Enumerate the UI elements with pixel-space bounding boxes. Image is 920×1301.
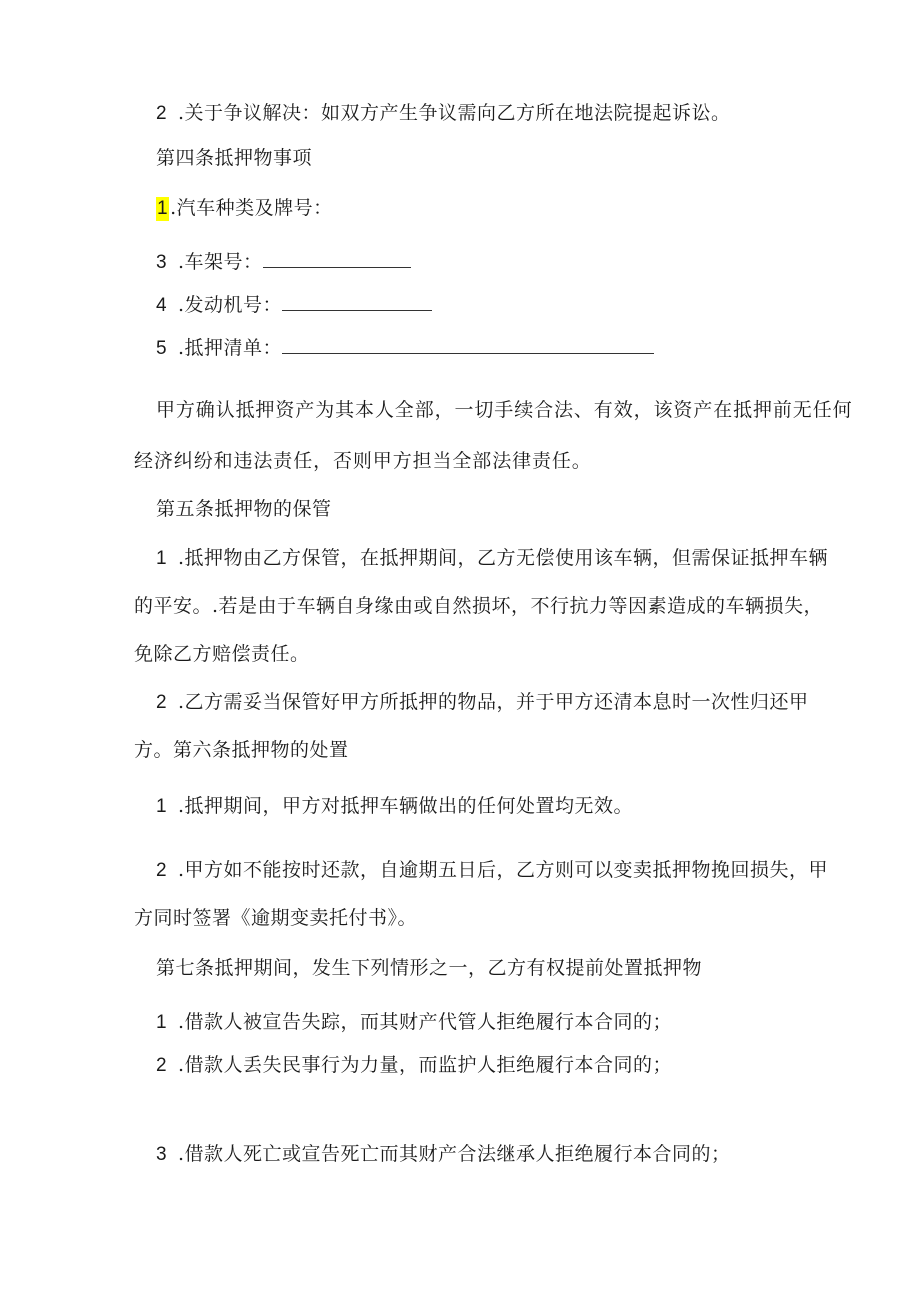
item-text: .关于争议解决：如双方产生争议需向乙方所在地法院提起诉讼。 xyxy=(178,102,731,124)
item-condition-2 xyxy=(134,1053,672,1078)
item-condition-1 xyxy=(134,1010,672,1035)
item-text: .抵押清单： xyxy=(178,337,283,359)
item-text: .借款人死亡或宣告死亡而其财产合法继承人拒绝履行本合同的； xyxy=(178,1143,731,1165)
item-text: .甲方如不能按时还款，自逾期五日后，乙方则可以变卖抵押物挽回损失，甲 xyxy=(178,859,829,881)
item-text: .抵押物由乙方保管，在抵押期间，乙方无偿使用该车辆，但需保证抵押车辆 xyxy=(178,547,829,569)
item-disposal-1 xyxy=(134,794,633,819)
paragraph-text: 甲方确认抵押资产为其本人全部，一切手续合法、有效，该资产在抵押前无任何 xyxy=(156,399,853,421)
item-text: .借款人被宣告失踪，而其财产代管人拒绝履行本合同的； xyxy=(178,1011,673,1033)
item-text: .车架号： xyxy=(178,251,263,273)
clause-dispute-resolution xyxy=(134,101,731,126)
highlighted-item-number: 1 xyxy=(157,198,169,219)
article-5-heading xyxy=(156,497,332,521)
item-disposal-2 xyxy=(134,858,828,883)
item-custody-1 xyxy=(134,546,828,571)
paragraph-line xyxy=(134,642,310,666)
item-text: .汽车种类及牌号： xyxy=(170,197,333,219)
article-4-heading xyxy=(156,146,312,170)
item-custody-2 xyxy=(134,690,809,715)
paragraph-text: 免除乙方赔偿责任。 xyxy=(134,643,310,665)
item-number: 1 xyxy=(156,548,168,569)
item-text: .乙方需妥当保管好甲方所抵押的物品，并于甲方还清本息时一次性归还甲 xyxy=(178,691,809,713)
item-number: 2 xyxy=(156,103,168,124)
heading-text: 第五条抵押物的保管 xyxy=(156,498,332,520)
item-text: .抵押期间，甲方对抵押车辆做出的任何处置均无效。 xyxy=(178,795,634,817)
item-number: 3 xyxy=(156,1144,168,1165)
item-number: 2 xyxy=(156,860,168,881)
item-engine-number xyxy=(134,293,432,318)
item-number: 5 xyxy=(156,338,168,359)
item-number: 1 xyxy=(156,796,168,817)
paragraph-line xyxy=(134,906,417,930)
paragraph-text: 方。第六条抵押物的处置 xyxy=(134,739,349,761)
item-mortgage-list xyxy=(134,336,654,361)
fill-in-blank xyxy=(263,251,411,268)
paragraph-line xyxy=(156,398,853,422)
paragraph-text: 经济纠纷和违法责任，否则甲方担当全部法律责任。 xyxy=(134,450,592,472)
item-text: .借款人丢失民事行为力量，而监护人拒绝履行本合同的； xyxy=(178,1054,673,1076)
paragraph-text: 方同时签署《逾期变卖托付书》。 xyxy=(134,907,418,929)
paragraph-text: 的平安。.若是由于车辆自身缘由或自然损坏，不行抗力等因素造成的车辆损失， xyxy=(134,595,824,617)
fill-in-blank xyxy=(282,294,432,311)
item-number: 3 xyxy=(156,252,168,273)
item-number: 2 xyxy=(156,1055,168,1076)
paragraph-line xyxy=(134,594,823,618)
item-frame-number xyxy=(134,250,411,275)
fill-in-blank xyxy=(282,337,654,354)
item-number: 2 xyxy=(156,692,168,713)
item-vehicle-type xyxy=(134,196,333,221)
item-text: .发动机号： xyxy=(178,294,283,316)
paragraph-line xyxy=(134,738,349,762)
heading-text: 第七条抵押期间，发生下列情形之一，乙方有权提前处置抵押物 xyxy=(156,957,703,979)
heading-text: 第四条抵押物事项 xyxy=(156,147,313,169)
item-number: 4 xyxy=(156,295,168,316)
item-condition-3 xyxy=(134,1142,731,1167)
item-number: 1 xyxy=(156,1012,168,1033)
article-7-heading xyxy=(156,956,702,980)
paragraph-line xyxy=(134,449,592,473)
